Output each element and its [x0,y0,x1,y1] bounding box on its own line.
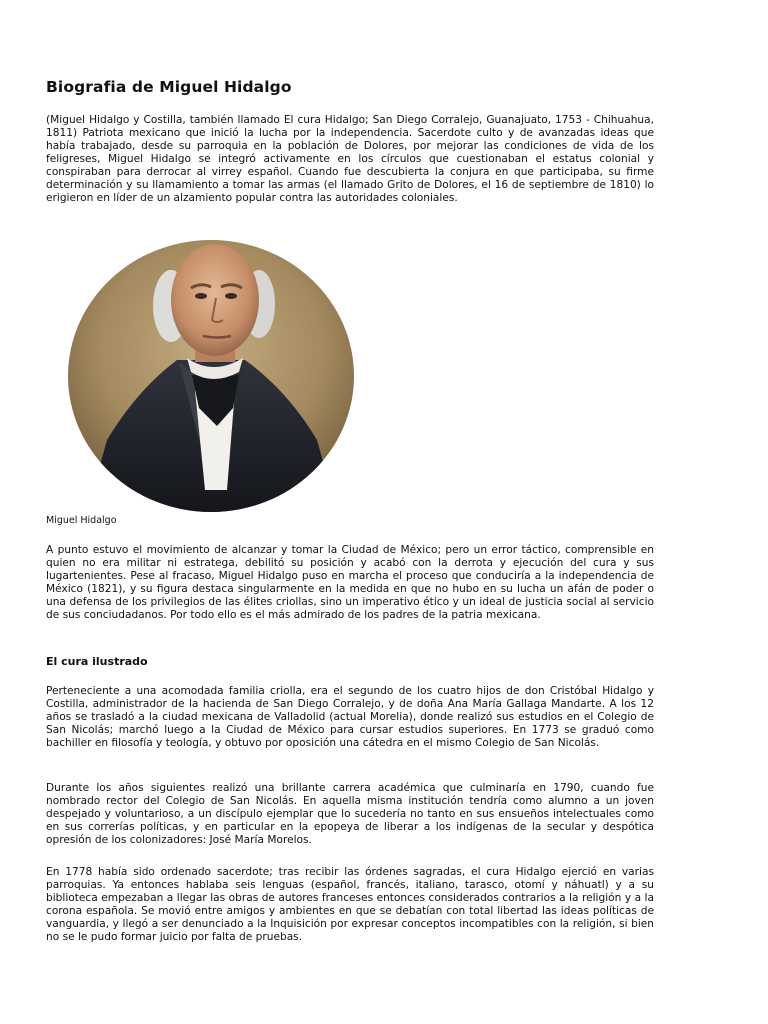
section-heading: El cura ilustrado [46,655,148,668]
portrait-image [67,240,355,512]
paragraph-5: En 1778 había sido ordenado sacerdote; tras recibir las órdenes sagradas, el cura Hidalgo ejerció en varias parroquias. Ya entonces hablaba seis lenguas (español, francés, italiano, tarasco, otomí y náhuatl) y a su biblioteca empezaban a llegar las obras de autores franceses entonces considerados contrarios a la religión y a la corona española. Se movió entre amigos y ambientes en que se debatían con total libertad las ideas políticas de vanguardia, y llegó a ser denunciado a la Inquisición por expresar conceptos incompatibles con la religión, si bien no se le pudo formar juicio por falta de pruebas. [46,866,654,943]
paragraph-4: Durante los años siguientes realizó una brillante carrera académica que culminaría en 1790, cuando fue nombrado rector del Colegio de San Nicolás. En aquella misma institución tendría como alumno a un joven despejado y voluntarioso, a un discípulo ejemplar que lo sucedería no tanto en sus ensueños intelectuales como en sus correrías políticas, y en particular en la epopeya de liberar a los indígenas de la secular y despótica opresión de los colonizadores: José María Morelos. [46,782,654,846]
intro-paragraph: (Miguel Hidalgo y Costilla, también llamado El cura Hidalgo; San Diego Corralejo, Guanajuato, 1753 - Chihuahua, 1811) Patriota mexicano que inició la lucha por la independencia. Sacerdote culto y de avanzadas ideas que había trabajado, desde su parroquia en la población de Dolores, por mejorar las condiciones de vida de los feligreses, Miguel Hidalgo se integró activamente en los círculos que cuestionaban el estatus colonial y conspiraban para derrocar al virrey español. Cuando fue descubierta la conjura en que participaba, su firme determinación y su llamamiento a tomar las armas (el llamado Grito de Dolores, el 16 de septiembre de 1810) lo erigieron en líder de un alzamiento popular contra las autoridades coloniales. [46,114,654,204]
paragraph-3: Perteneciente a una acomodada familia criolla, era el segundo de los cuatro hijos de don Cristóbal Hidalgo y Costilla, administrador de la hacienda de San Diego Corralejo, y de doña Ana María Gallaga Mandarte. A los 12 años se trasladó a la ciudad mexicana de Valladolid (actual Morelia), donde realizó sus estudios en el Colegio de San Nicolás; marchó luego a la Ciudad de México para cursar estudios superiores. En 1773 se graduó como bachiller en filosofía y teología, y obtuvo por oposición una cátedra en el mismo Colegio de San Nicolás. [46,685,654,749]
paragraph-2: A punto estuvo el movimiento de alcanzar y tomar la Ciudad de México; pero un error táctico, comprensible en quien no era militar ni estratega, debilitó su posición y acabó con la derrota y ejecución del cura y sus lugartenientes. Pese al fracaso, Miguel Hidalgo puso en marcha el proceso que conduciría a la independencia de México (1821), y su figura destaca singularmente en la medida en que no hubo en su lucha un afán de poder o una defensa de los privilegios de las élites criollas, sino un imperativo ético y un ideal de justicia social al servicio de sus conciudadanos. Por todo ello es el más admirado de los padres de la patria mexicana. [46,544,654,621]
article-title: Biografia de Miguel Hidalgo [46,78,292,96]
image-caption: Miguel Hidalgo [46,515,117,526]
